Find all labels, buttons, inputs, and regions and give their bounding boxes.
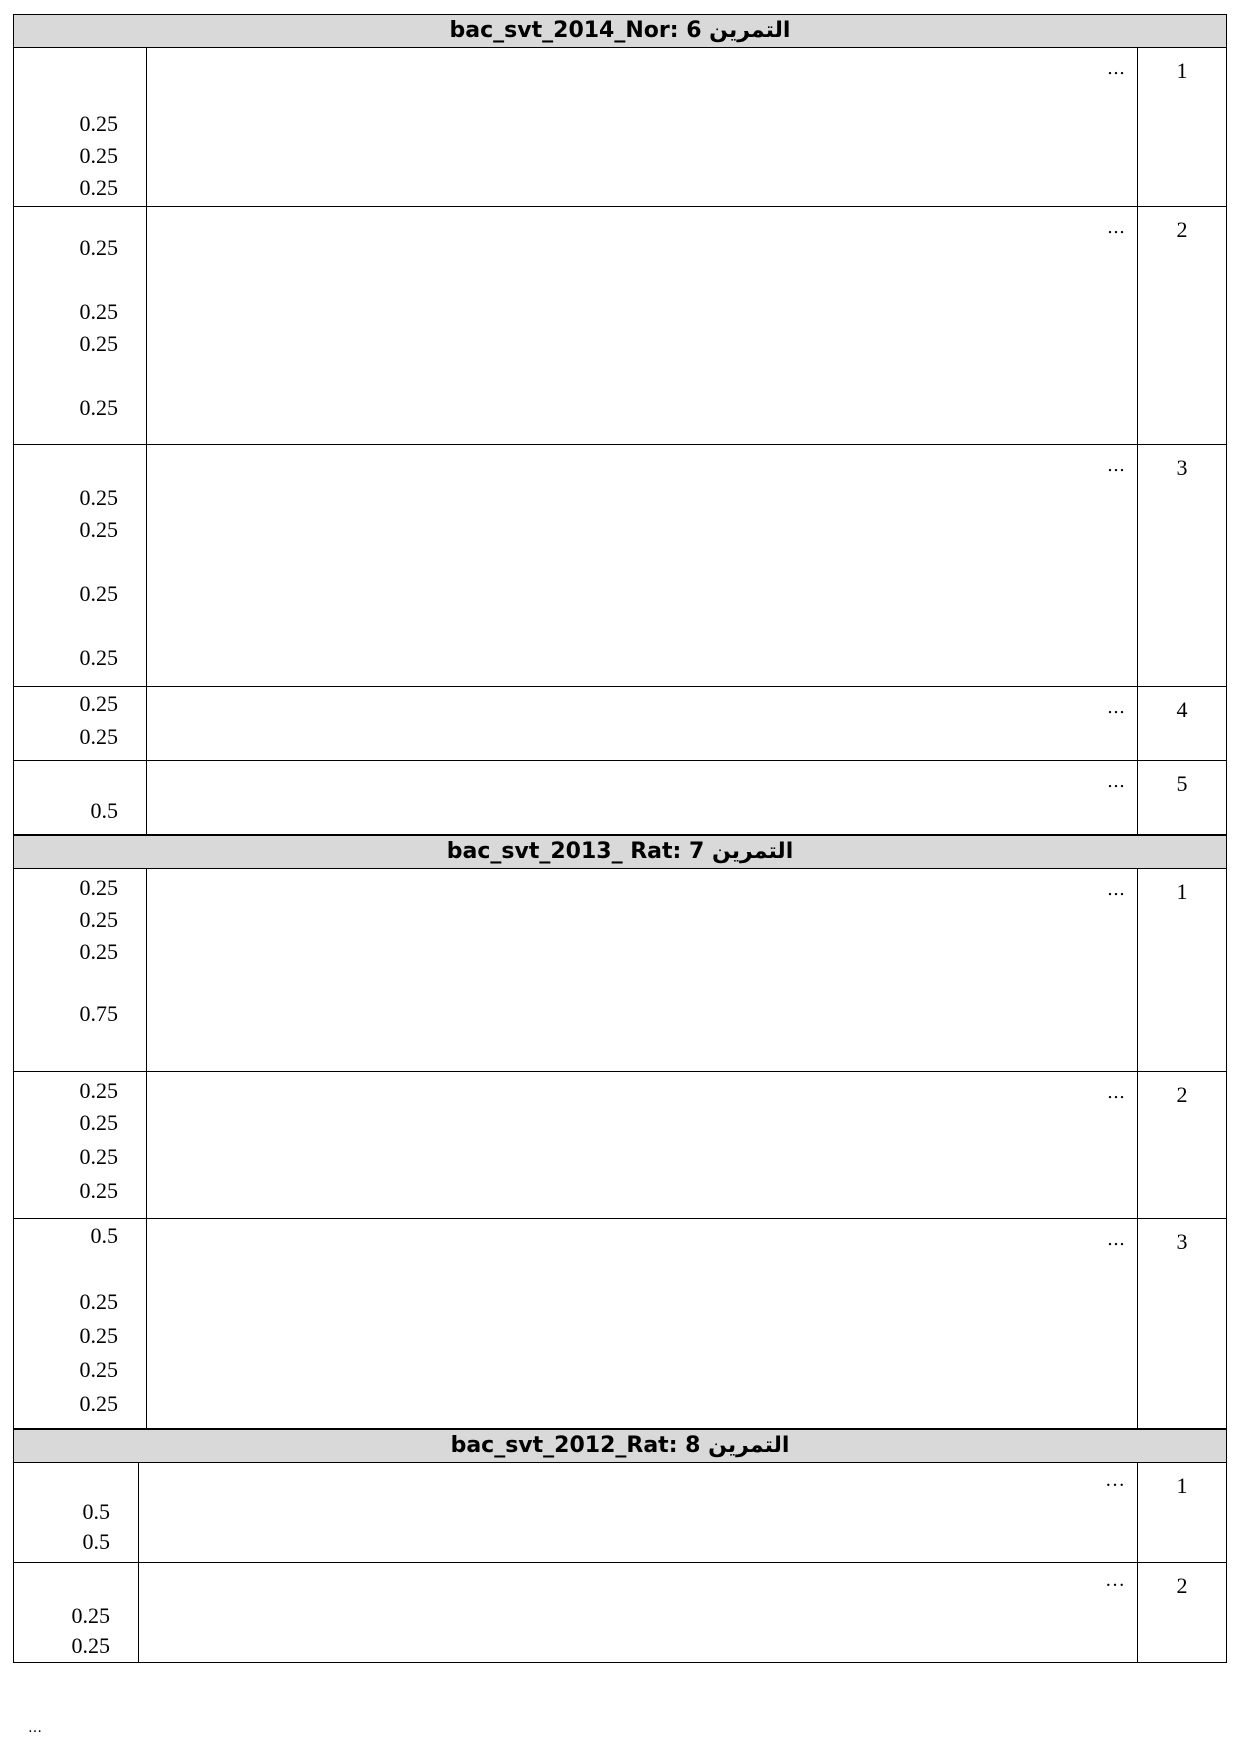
points-value: 0.5	[82, 1499, 110, 1524]
points-cell	[14, 1563, 139, 1663]
question-row	[14, 869, 1227, 1072]
question-number-text: 5	[1176, 771, 1188, 796]
question-number-text: 1	[1176, 58, 1188, 83]
points-value: 0.5	[90, 1223, 118, 1248]
points-value: 0.25	[79, 724, 118, 749]
answer-body	[147, 207, 1138, 445]
points-cell	[14, 869, 147, 1072]
points-value: 0.25	[79, 299, 118, 324]
points-value: 0.25	[79, 875, 118, 900]
question-number	[1138, 1563, 1227, 1663]
question-number	[1138, 48, 1227, 207]
answer-line: …	[1105, 1469, 1125, 1491]
answer-body	[147, 869, 1138, 1072]
points-cell	[14, 761, 147, 835]
author-signature: …	[28, 1720, 42, 1736]
points-value: 0.25	[79, 939, 118, 964]
question-row	[14, 48, 1227, 207]
points-value: 0.25	[79, 235, 118, 260]
points-value: 0.25	[79, 111, 118, 136]
points-cell	[14, 445, 147, 687]
question-number-text: 2	[1176, 217, 1188, 242]
question-row	[14, 445, 1227, 687]
answer-line: …	[1107, 455, 1125, 476]
points-value: 0.25	[79, 1391, 118, 1416]
question-row	[14, 761, 1227, 835]
section-title: bac_svt_2012_Rat: 8 التمرين	[13, 1429, 1227, 1462]
points-value: 0.25	[79, 1289, 118, 1314]
points-value: 0.25	[71, 1603, 110, 1628]
points-value: 0.25	[79, 143, 118, 168]
correction-sheet	[13, 14, 1227, 1663]
answer-body	[139, 1463, 1138, 1563]
question-number	[1138, 1463, 1227, 1563]
section-title: bac_svt_2013_ Rat: 7 التمرين	[13, 835, 1227, 868]
points-value: 0.25	[79, 691, 118, 716]
question-row	[14, 1072, 1227, 1219]
points-value: 0.25	[79, 1178, 118, 1203]
question-number-text: 1	[1176, 879, 1188, 904]
points-cell	[14, 1072, 147, 1219]
points-value: 0.5	[90, 798, 118, 823]
question-number-text: 4	[1176, 697, 1188, 722]
answer-body	[147, 1072, 1138, 1219]
points-value: 0.25	[79, 331, 118, 356]
points-value: 0.5	[82, 1529, 110, 1554]
section-table	[13, 1462, 1227, 1663]
points-value: 0.25	[79, 1357, 118, 1382]
answer-line: …	[1107, 879, 1125, 900]
question-row	[14, 687, 1227, 761]
answer-body	[139, 1563, 1138, 1663]
answer-line: …	[1107, 1082, 1125, 1103]
answer-line: …	[1107, 1229, 1125, 1250]
question-number	[1138, 761, 1227, 835]
answer-line: …	[1107, 217, 1125, 238]
points-cell	[14, 1463, 139, 1563]
answer-body	[147, 1219, 1138, 1429]
answer-body	[147, 445, 1138, 687]
question-number-text: 3	[1176, 455, 1188, 480]
points-value: 0.25	[79, 485, 118, 510]
question-number-text: 1	[1176, 1473, 1188, 1498]
answer-line: …	[1107, 771, 1125, 792]
points-value: 0.25	[71, 1633, 110, 1658]
points-cell	[14, 207, 147, 445]
question-number	[1138, 1219, 1227, 1429]
points-cell	[14, 1219, 147, 1429]
section-table	[13, 47, 1227, 835]
points-value: 0.25	[79, 1323, 118, 1348]
answer-body	[147, 687, 1138, 761]
question-number	[1138, 869, 1227, 1072]
answer-body	[147, 761, 1138, 835]
answer-body	[147, 48, 1138, 207]
points-cell	[14, 48, 147, 207]
answer-line: …	[1107, 58, 1125, 79]
question-number-text: 3	[1176, 1229, 1188, 1254]
answer-line: …	[1107, 697, 1125, 718]
points-cell	[14, 687, 147, 761]
question-row	[14, 1219, 1227, 1429]
question-row	[14, 207, 1227, 445]
points-value: 0.25	[79, 907, 118, 932]
points-value: 0.25	[79, 581, 118, 606]
question-number	[1138, 445, 1227, 687]
points-value: 0.75	[79, 1001, 118, 1026]
points-value: 0.25	[79, 1078, 118, 1103]
question-number	[1138, 687, 1227, 761]
question-number-text: 2	[1176, 1082, 1188, 1107]
points-value: 0.25	[79, 175, 118, 200]
section-table	[13, 868, 1227, 1429]
points-value: 0.25	[79, 1110, 118, 1135]
question-number	[1138, 1072, 1227, 1219]
answer-line: …	[1105, 1569, 1125, 1591]
question-row	[14, 1463, 1227, 1563]
question-number-text: 2	[1176, 1573, 1188, 1598]
section-title: bac_svt_2014_Nor: 6 التمرين	[13, 14, 1227, 47]
points-value: 0.25	[79, 645, 118, 670]
points-value: 0.25	[79, 395, 118, 420]
question-row	[14, 1563, 1227, 1663]
points-value: 0.25	[79, 517, 118, 542]
question-number	[1138, 207, 1227, 445]
points-value: 0.25	[79, 1144, 118, 1169]
